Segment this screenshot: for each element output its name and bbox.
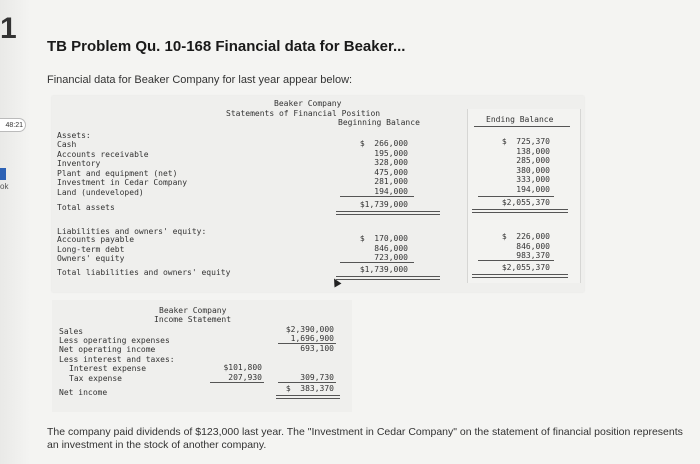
ending-header-rule xyxy=(474,126,570,127)
is-tax-label: Tax expense xyxy=(69,374,122,383)
is-net-income-label: Net income xyxy=(59,388,108,397)
asset-row-beginning: 194,000 xyxy=(374,187,408,196)
bs-col-beginning: Beginning Balance xyxy=(338,118,420,127)
is-statement-title: Income Statement xyxy=(154,315,232,324)
total-liab-beginning: $1,739,000 xyxy=(359,265,408,274)
asset-row-beginning: 475,000 xyxy=(374,167,408,177)
timer-badge[interactable]: 48:21 xyxy=(0,118,26,132)
asset-row-beginning: $ 266,000 xyxy=(359,139,408,148)
is-noi-label: Net operating income xyxy=(59,345,156,354)
asset-row-beginning: 328,000 xyxy=(374,158,408,168)
liability-row-ending: $ 226,000 xyxy=(501,232,550,241)
is-opex-label: Less operating expenses xyxy=(59,336,170,345)
is-net-income-rule xyxy=(276,395,340,399)
asset-row-label: Accounts receivable xyxy=(57,149,149,159)
is-less-header: Less interest and taxes: xyxy=(59,355,175,364)
is-tax-value: 207,930 xyxy=(228,373,262,382)
assets-subtotal-rule-end xyxy=(478,196,554,197)
liab-subtotal-rule-end xyxy=(478,260,554,261)
liability-row-ending: 983,370 xyxy=(516,251,550,261)
asset-row-ending: 285,000 xyxy=(516,156,550,166)
is-sales-value: $2,390,000 xyxy=(285,325,334,334)
assets-subtotal-rule xyxy=(340,196,414,197)
liab-total-rule-end xyxy=(472,274,568,278)
intro-text: Financial data for Beaker Company for last year appear below: xyxy=(47,74,353,86)
side-marker xyxy=(0,168,6,180)
liabilities-header: Liabilities and owners' equity: xyxy=(57,227,207,236)
is-net-income-value: $ 383,370 xyxy=(285,384,334,393)
asset-row-beginning: 281,000 xyxy=(374,177,408,187)
liab-total-rule xyxy=(336,276,440,280)
is-noi-value: 693,100 xyxy=(300,344,334,353)
is-sales-label: Sales xyxy=(59,327,84,336)
asset-row-beginning: 195,000 xyxy=(374,148,408,158)
liability-row-label: Accounts payable xyxy=(57,235,135,244)
total-liab-label: Total liabilities and owners' equity xyxy=(57,268,231,277)
asset-row-ending: 333,000 xyxy=(516,175,550,185)
bs-statement-title: Statements of Financial Position xyxy=(226,109,381,118)
side-label: ok xyxy=(0,182,9,191)
assets-total-rule-end xyxy=(472,209,568,213)
footer-note: The company paid dividends of $123,000 last year. The "Investment in Cedar Company" on the statement of financial position represents an investment in the stock of another company. xyxy=(47,426,683,451)
total-assets-beginning: $1,739,000 xyxy=(359,200,408,209)
total-assets-ending: $2,055,370 xyxy=(501,198,550,207)
asset-row-ending: $ 725,370 xyxy=(501,137,550,146)
total-liab-ending: $2,055,370 xyxy=(501,263,550,272)
asset-row-label: Land (undeveloped) xyxy=(57,188,144,197)
is-interest-label: Interest expense xyxy=(69,364,147,373)
is-company: Beaker Company xyxy=(159,306,227,315)
is-tax-rule xyxy=(210,382,264,383)
liab-subtotal-rule xyxy=(340,262,414,263)
liability-row-label: Owners' equity xyxy=(57,254,125,264)
assets-header: Assets: xyxy=(57,131,91,140)
is-interest-value: $101,800 xyxy=(223,363,262,372)
bs-company: Beaker Company xyxy=(274,99,342,108)
asset-row-label: Investment in Cedar Company xyxy=(57,178,188,188)
liability-row-beginning: 723,000 xyxy=(374,253,408,263)
liability-row-label: Long-term debt xyxy=(57,244,125,254)
is-tax-total-rule xyxy=(278,382,336,383)
question-number: 1 xyxy=(0,12,17,45)
asset-row-ending: 194,000 xyxy=(516,185,550,194)
asset-row-label: Plant and equipment (net) xyxy=(57,168,178,178)
bs-col-ending: Ending Balance xyxy=(486,115,554,124)
is-tax-total: 309,730 xyxy=(300,373,334,382)
left-panel-edge xyxy=(0,0,30,464)
problem-title: TB Problem Qu. 10-168 Financial data for Beaker... xyxy=(47,38,406,55)
asset-row-ending: 138,000 xyxy=(516,146,550,156)
asset-row-label: Inventory xyxy=(57,159,101,169)
total-assets-label: Total assets xyxy=(57,203,115,212)
liability-row-beginning: $ 170,000 xyxy=(359,234,408,243)
is-opex-value: 1,696,900 xyxy=(290,334,334,343)
liability-row-ending: 846,000 xyxy=(516,241,550,251)
asset-row-ending: 380,000 xyxy=(516,165,550,175)
asset-row-label: Cash xyxy=(57,140,77,149)
assets-total-rule xyxy=(336,211,440,215)
liability-row-beginning: 846,000 xyxy=(374,243,408,253)
